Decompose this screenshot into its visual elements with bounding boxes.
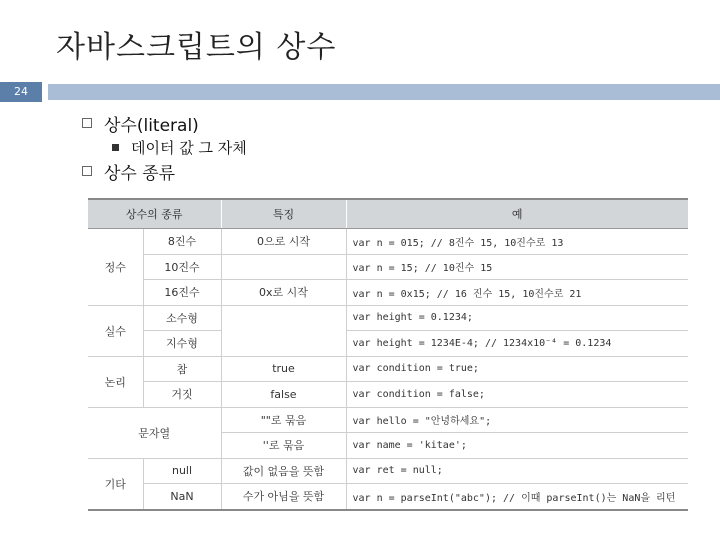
filled-square-bullet-icon: [112, 144, 119, 151]
hollow-square-bullet-icon: [82, 166, 92, 176]
example-cell: var n = parseInt("abc"); // 이때 parseInt()는 NaN을 리턴: [346, 484, 688, 510]
constant-types-table: [88, 198, 688, 511]
feature-cell: 값이 없음을 뜻함: [221, 458, 346, 484]
sub-bullet-data-value: [112, 136, 247, 158]
bullet-text: 상수(literal): [104, 115, 199, 136]
subtype-cell: 거짓: [143, 382, 221, 408]
feature-cell: 0으로 시작: [221, 229, 346, 255]
feature-cell: true: [221, 356, 346, 382]
feature-cell: false: [221, 382, 346, 408]
bullet-literal: [82, 110, 247, 136]
example-cell: var height = 0.1234;: [346, 305, 688, 331]
table-row: [88, 331, 688, 357]
example-cell: var name = 'kitae';: [346, 433, 688, 459]
example-cell: var condition = true;: [346, 356, 688, 382]
feature-cell: ""로 묶음: [221, 407, 346, 433]
feature-cell: 0x로 시작: [221, 280, 346, 306]
example-cell: var n = 15; // 10진수 15: [346, 254, 688, 280]
example-cell: var condition = false;: [346, 382, 688, 408]
header-type: 상수의 종류: [88, 199, 221, 229]
header-example: 예: [346, 199, 688, 229]
subtype-cell: 참: [143, 356, 221, 382]
table-row: [88, 356, 688, 382]
subtype-cell: 소수형: [143, 305, 221, 331]
hollow-square-bullet-icon: [82, 118, 92, 128]
bullet-text: 상수 종류: [104, 163, 176, 184]
table-header-row: [88, 199, 688, 229]
subtype-cell: 8진수: [143, 229, 221, 255]
table-row: [88, 280, 688, 306]
category-real: 실수: [88, 305, 143, 356]
example-cell: var n = 0x15; // 16 진수 15, 10진수로 21: [346, 280, 688, 306]
table-row: [88, 382, 688, 408]
sub-bullet-text: 데이터 값 그 자체: [131, 138, 247, 157]
category-integer: 정수: [88, 229, 143, 306]
page-number: 24: [0, 82, 42, 102]
example-cell: var n = 015; // 8진수 15, 10진수로 13: [346, 229, 688, 255]
table-row: [88, 407, 688, 433]
feature-cell: 수가 아님을 뜻함: [221, 484, 346, 510]
title-underline-bar: [48, 84, 720, 100]
feature-cell: [221, 305, 346, 356]
table-row: [88, 484, 688, 510]
feature-cell: ''로 묶음: [221, 433, 346, 459]
table-row: [88, 305, 688, 331]
header-feature: 특징: [221, 199, 346, 229]
subtype-cell: 16진수: [143, 280, 221, 306]
table-row: [88, 458, 688, 484]
category-logical: 논리: [88, 356, 143, 407]
category-string: 문자열: [88, 407, 221, 458]
subtype-cell: 10진수: [143, 254, 221, 280]
category-other: 기타: [88, 458, 143, 510]
bullet-constant-types: [82, 158, 247, 184]
slide-title: 자바스크립트의 상수: [56, 30, 337, 65]
table-row: [88, 229, 688, 255]
table-row: [88, 254, 688, 280]
bullet-list: [82, 110, 247, 184]
example-cell: var height = 1234E-4; // 1234x10⁻⁴ = 0.1234: [346, 331, 688, 357]
example-cell: var ret = null;: [346, 458, 688, 484]
subtype-cell: NaN: [143, 484, 221, 510]
feature-cell: [221, 254, 346, 280]
subtype-cell: 지수형: [143, 331, 221, 357]
example-cell: var hello = "안녕하세요";: [346, 407, 688, 433]
subtype-cell: null: [143, 458, 221, 484]
